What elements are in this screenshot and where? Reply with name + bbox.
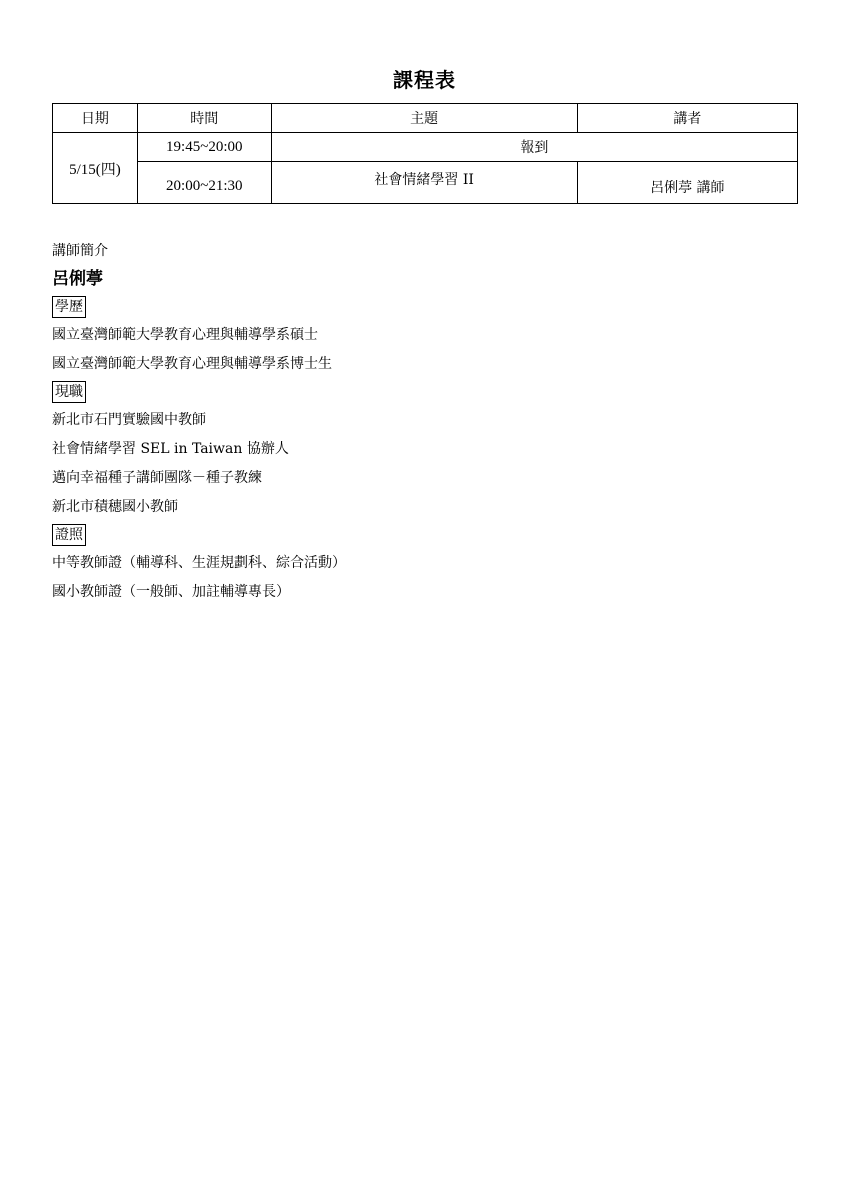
- schedule-table: [52, 103, 798, 204]
- section-label-certificates: 證照: [52, 524, 86, 546]
- time-value: 20:00~21:30: [166, 178, 243, 194]
- list-item: 中等教師證（輔導科、生涯規劃科、綜合活動）: [52, 555, 346, 571]
- list-item: 新北市石門實驗國中教師: [52, 412, 206, 428]
- section-label-education: 學歷: [52, 296, 86, 318]
- topic-value: 社會情緒學習 II: [374, 171, 474, 188]
- speaker-bio: [52, 238, 752, 607]
- list-item: 社會情緒學習 SEL in Taiwan 協辦人: [52, 441, 289, 457]
- topic-value: 報到: [520, 140, 549, 156]
- table-header-row: [53, 104, 798, 133]
- topic-cell: [271, 133, 797, 162]
- list-item: 國立臺灣師範大學教育心理與輔導學系碩士: [52, 327, 318, 343]
- list-item: 邁向幸福種子講師團隊－種子教練: [52, 470, 262, 486]
- speaker-cell: [577, 162, 797, 204]
- time-cell: [137, 162, 271, 204]
- header-date: 日期: [53, 104, 138, 133]
- time-value: 19:45~20:00: [166, 138, 243, 155]
- section-label-current-position: 現職: [52, 381, 86, 403]
- bio-heading: 講師簡介: [52, 243, 108, 259]
- list-item: 國立臺灣師範大學教育心理與輔導學系博士生: [52, 356, 332, 372]
- speaker-name: 呂俐葶: [52, 269, 103, 289]
- table-row: [53, 162, 798, 204]
- header-speaker: 講者: [577, 104, 797, 133]
- header-topic: 主題: [271, 104, 577, 133]
- speaker-value: 呂俐葶 講師: [650, 179, 725, 196]
- list-item: 國小教師證（一般師、加註輔導專長）: [52, 584, 290, 600]
- time-cell: [137, 133, 271, 162]
- page-title: 課程表: [393, 68, 456, 92]
- table-row: [53, 133, 798, 162]
- list-item: 新北市積穗國小教師: [52, 499, 178, 515]
- date-cell: 5/15(四): [53, 133, 138, 204]
- topic-cell: [271, 162, 577, 204]
- header-time: 時間: [137, 104, 271, 133]
